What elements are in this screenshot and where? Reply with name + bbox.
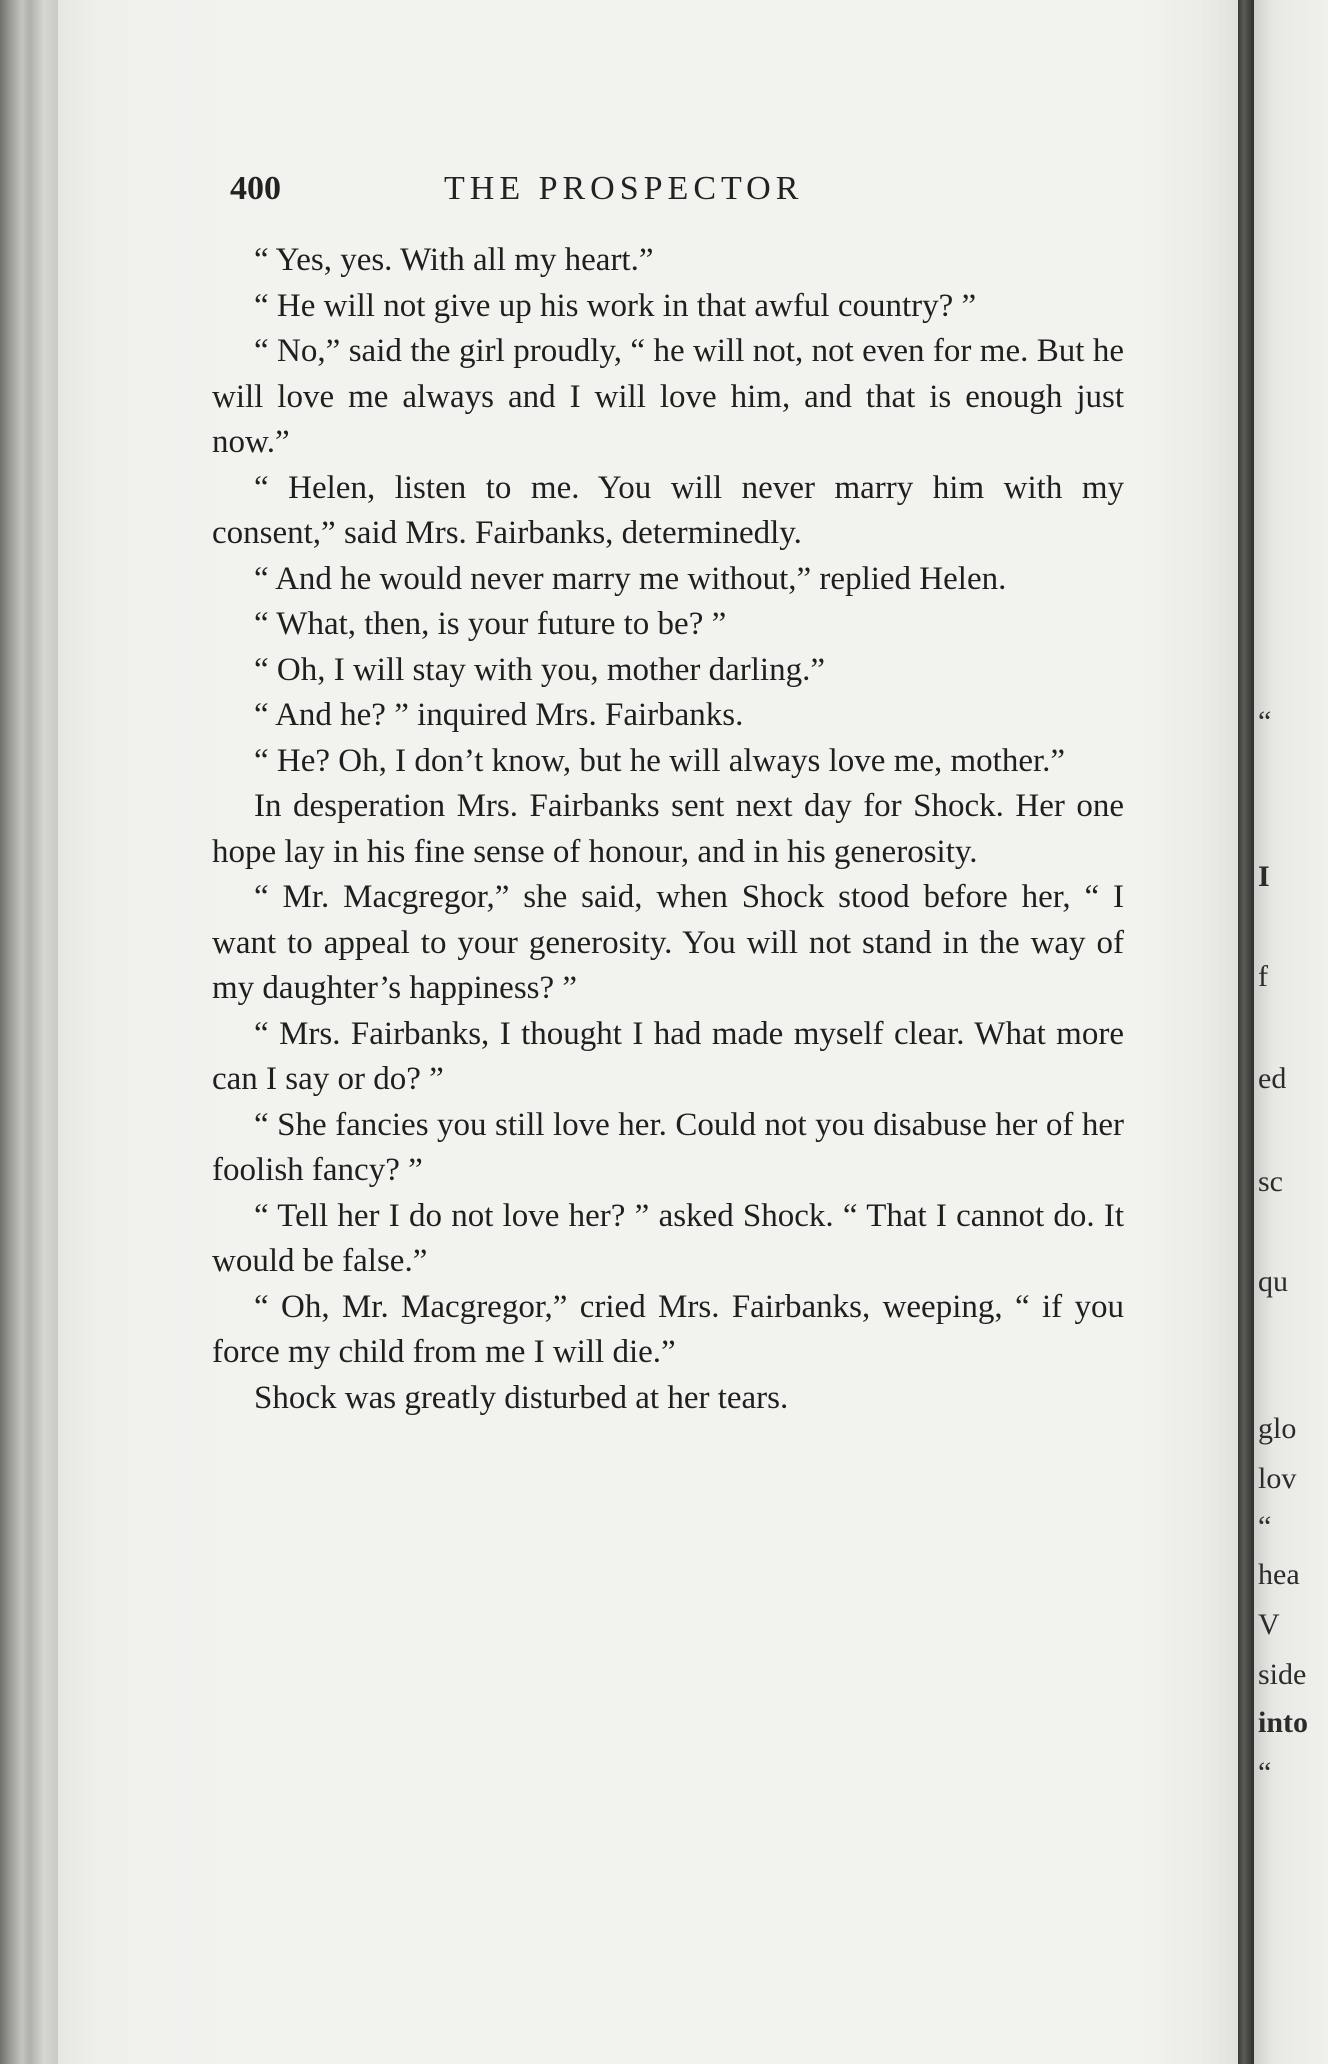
paragraph: “ Tell her I do not love her? ” asked Shock. “ That I cannot do. It would be false.” [212,1197,1124,1279]
facing-page-fragment: hea [1258,1558,1300,1591]
facing-page [1254,0,1328,2064]
paragraph: “ Oh, Mr. Macgregor,” cried Mrs. Fairbanks, weeping, “ if you force my child from me I will die.” [212,1288,1124,1370]
page-header [230,170,920,220]
paragraph: Shock was greatly disturbed at her tears. [254,1379,789,1416]
paragraph: “ And he? ” inquired Mrs. Fairbanks. [254,697,744,733]
paragraph: “ Yes, yes. With all my heart.” [254,242,654,278]
page-body [212,238,1124,1421]
paragraph: “ No,” said the girl proudly, “ he will not, not even for me. But he will love me always and I will love him, and that is enough just now.” [212,333,1124,460]
page-number: 400 [230,170,281,207]
facing-page-fragment: side [1258,1658,1307,1691]
paragraph: “ He will not give up his work in that awful country? ” [254,287,977,324]
paragraph: “ Oh, I will stay with you, mother darling.” [254,651,825,688]
facing-page-fragment: qu [1258,1265,1288,1298]
paragraph: “ Mr. Macgregor,” she said, when Shock stood before her, “ I want to appeal to your generosity. You will not stand in the way of my daughter’s happiness? ” [212,879,1124,1006]
book-gutter [1238,0,1254,2064]
facing-page-fragment: lov [1258,1462,1297,1495]
running-head: THE PROSPECTOR [444,170,804,207]
paragraph: “ She fancies you still love her. Could not you disabuse her of her foolish fancy? ” [212,1106,1124,1188]
facing-page-fragment: sc [1258,1165,1283,1198]
paragraph: “ And he would never marry me without,” replied Helen. [254,560,1007,597]
paragraph: “ Mrs. Fairbanks, I thought I had made myself clear. What more can I say or do? ” [212,1015,1124,1097]
facing-page-fragment: f [1258,960,1268,993]
paragraph: In desperation Mrs. Fairbanks sent next day for Shock. Her one hope lay in his fine sense of honour, and in his generosity. [212,788,1124,870]
facing-page-fragment: into [1258,1706,1309,1739]
facing-page-fragment: “ [1258,1756,1272,1789]
paragraph: “ Helen, listen to me. You will never marry him with my consent,” said Mrs. Fairbanks, determinedly. [212,469,1124,551]
facing-page-fragment: V [1258,1608,1280,1641]
left-page-edge [0,0,60,2064]
facing-page-fragment: ed [1258,1062,1287,1095]
facing-page-fragment: I [1258,860,1270,893]
facing-page-fragment: “ [1258,1510,1272,1543]
facing-page-fragment: glo [1258,1412,1297,1445]
paragraph: “ He? Oh, I don’t know, but he will always love me, mother.” [254,742,1066,779]
facing-page-fragment: “ [1258,705,1272,738]
paragraph: “ What, then, is your future to be? ” [254,606,727,642]
